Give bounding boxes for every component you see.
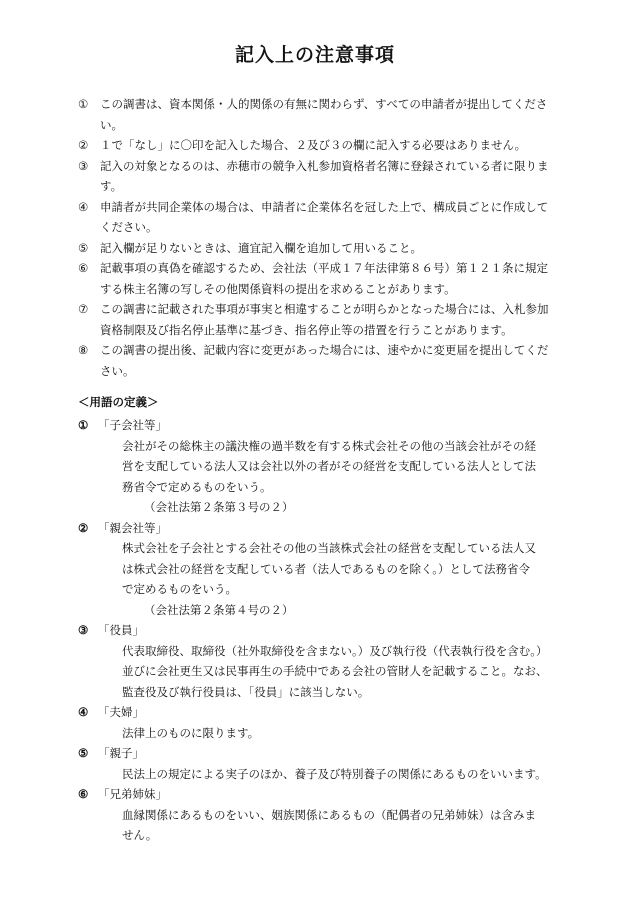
note-item — [78, 258, 556, 299]
definition-line: 会社がその総株主の議決権の過半数を有する株式会社その他の当該会社がその経 — [122, 438, 536, 453]
definition-reference: （会社法第２条第４号の２） — [144, 602, 294, 617]
note-text: この調書に記載された事項が事実と相違することが明らかとなった場合には、入札参加資格制限及び指名停止基準に基づき、指名停止等の措置を行うことがあります。 — [100, 302, 549, 337]
definition-number: ① — [78, 418, 89, 432]
definition-term-label: 「夫婦」 — [98, 705, 144, 719]
definition-body — [78, 723, 556, 744]
definition-number: ⑤ — [78, 746, 89, 760]
note-text: 記入の対象となるのは、赤穂市の競争入札参加資格者名簿に登録されている者に限ります。 — [100, 158, 549, 193]
definition-body — [78, 641, 556, 703]
definition-number: ④ — [78, 705, 89, 719]
note-number: ⑤ — [78, 240, 89, 255]
note-item — [78, 94, 556, 135]
definition-reference: （会社法第２条第３号の２） — [144, 500, 294, 514]
note-text: 記載事項の真偽を確認するため、会社法（平成１７年法律第８６号）第１２１条に規定する株主名簿の写しその他関係資料の提出を求めることがあります。 — [100, 261, 549, 296]
definition-line: 代表取締役、取締役（社外取締役を含まない。）及び執行役（代表執行役を含む。） — [122, 643, 548, 658]
note-text: １で「なし」に〇印を記入した場合、２及び３の欄に記入する必要はありません。 — [100, 138, 527, 152]
definition-line: 血縁関係にあるものをいい、姻族関係にあるもの（配偶者の兄弟姉妹）は含みま — [122, 807, 536, 822]
definition-line: で定めるものをいう。 — [122, 582, 237, 596]
definition-term — [78, 518, 556, 539]
note-text: この調書は、資本関係・人的関係の有無に関わらず、すべての申請者が提出してください。 — [100, 97, 548, 132]
definition-body — [78, 764, 556, 785]
definition-line: 法律上のものに限ります。 — [122, 725, 260, 740]
definition-term — [78, 702, 556, 723]
definition-body — [78, 436, 556, 518]
definition-term — [78, 415, 556, 436]
definition-body — [78, 538, 556, 620]
definition-term — [78, 743, 556, 764]
definitions-heading: ＜用語の定義＞ — [78, 395, 159, 409]
note-text: この調書の提出後、記載内容に変更があった場合には、速やかに変更届を提出してください。 — [100, 343, 549, 378]
definition-line: 民法上の規定による実子のほか、養子及び特別養子の関係にあるものをいいます。 — [122, 766, 547, 781]
note-number: ⑥ — [78, 261, 89, 275]
note-item — [78, 135, 556, 156]
note-number: ⑦ — [78, 302, 89, 316]
definition-term-label: 「親会社等」 — [98, 520, 167, 535]
definition-term-label: 「役員」 — [98, 623, 144, 637]
definition-term-label: 「子会社等」 — [98, 418, 167, 432]
definitions-list — [78, 415, 556, 846]
definition-term — [78, 620, 556, 641]
definition-line: 並びに会社更生又は民事再生の手続中である会社の管財人を記載すること。なお、 — [122, 664, 548, 678]
definition-term-label: 「親子」 — [98, 746, 144, 760]
definition-line: せん。 — [122, 828, 158, 842]
notes-list — [78, 94, 556, 381]
note-item — [78, 197, 556, 238]
definition-line: 務省令で定めるものをいう。 — [122, 479, 272, 494]
note-number: ① — [78, 97, 89, 111]
page-title: 記入上の注意事項 — [234, 44, 395, 66]
definition-number: ② — [78, 520, 89, 535]
note-number: ⑧ — [78, 343, 89, 357]
definition-line: 営を支配している法人又は会社以外の者がその経営を支配している法人として法 — [122, 459, 536, 473]
definition-line: は株式会社の経営を支配している者（法人であるものを除く。）として法務省令 — [122, 561, 531, 576]
definition-term-label: 「兄弟姉妹」 — [98, 787, 167, 801]
note-item — [78, 340, 556, 381]
definition-line: 監査役及び執行役員は、「役員」に該当しない。 — [122, 684, 370, 699]
definition-number: ⑥ — [78, 787, 89, 801]
definition-line: 株式会社を子会社とする会社その他の当該株式会社の経営を支配している法人又 — [122, 541, 536, 555]
note-item — [78, 156, 556, 197]
note-text: 記入欄が足りないときは、適宜記入欄を追加して用いること。 — [100, 240, 422, 255]
definition-number: ③ — [78, 623, 89, 637]
definition-term — [78, 784, 556, 805]
definition-body — [78, 805, 556, 846]
note-number: ④ — [78, 199, 89, 214]
note-number: ② — [78, 138, 89, 152]
note-item — [78, 238, 556, 259]
note-item — [78, 299, 556, 340]
note-text: 申請者が共同企業体の場合は、申請者に企業体名を冠した上で、構成員ごとに作成してください。 — [100, 199, 549, 234]
note-number: ③ — [78, 158, 89, 173]
